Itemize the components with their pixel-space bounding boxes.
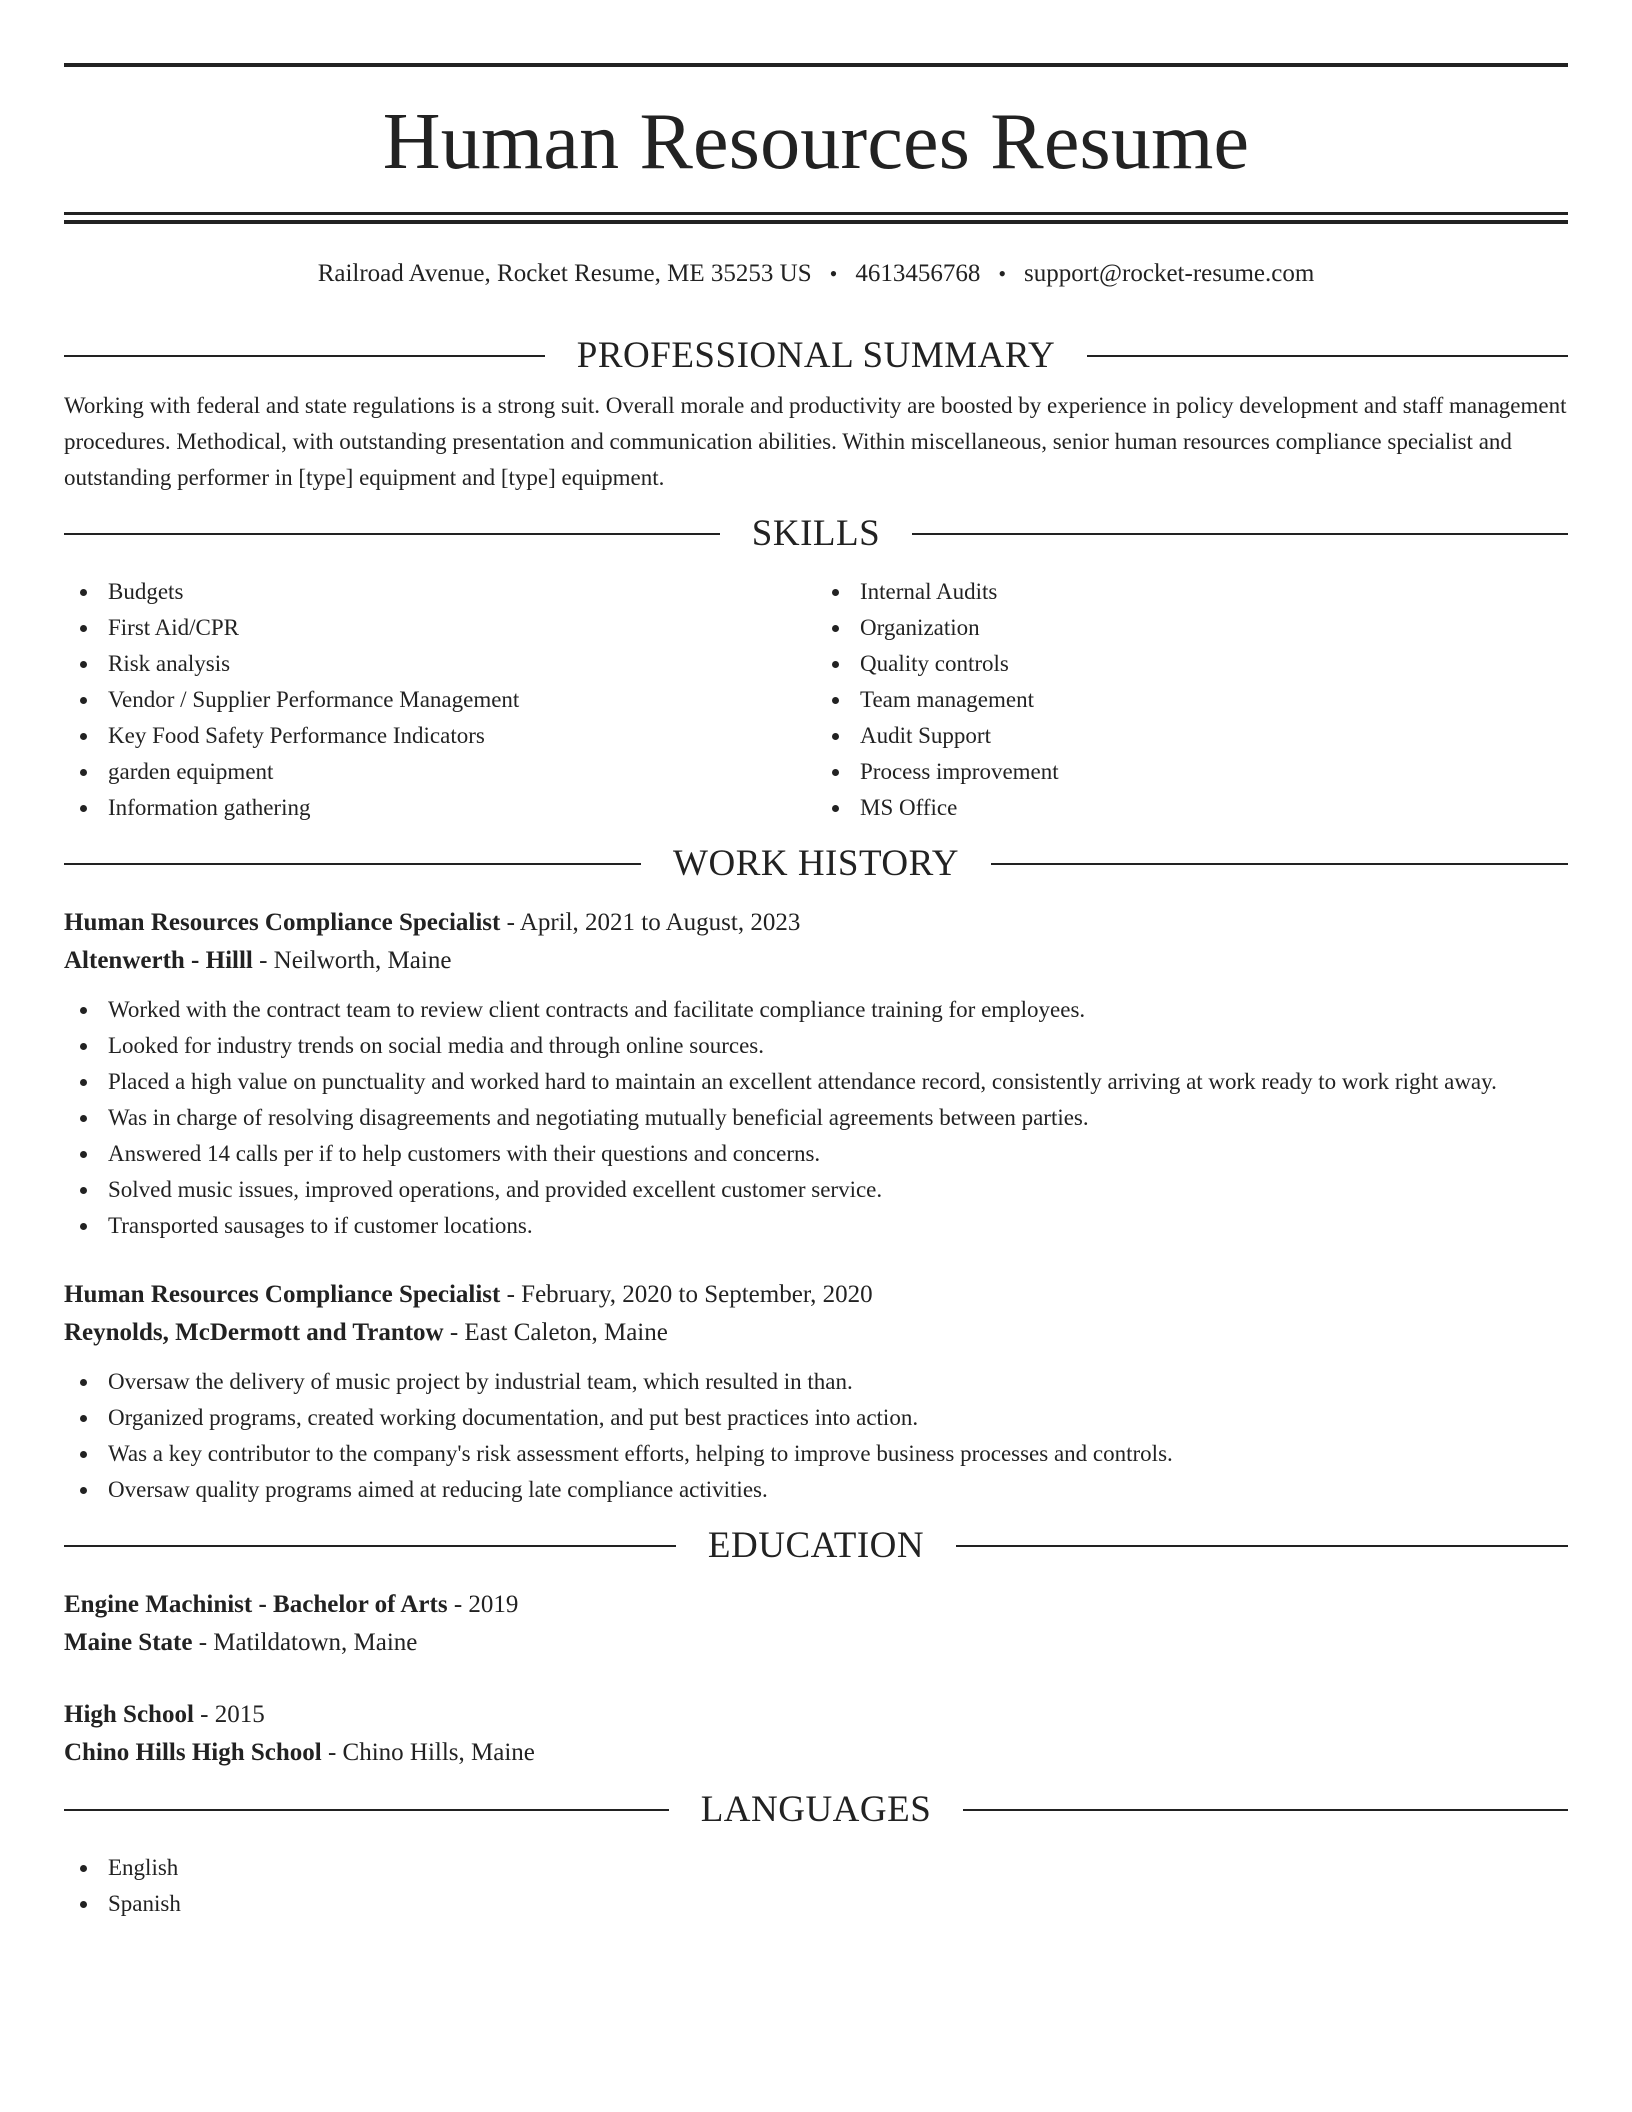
skills-heading-label: SKILLS: [751, 513, 881, 554]
skill-item: First Aid/CPR: [108, 610, 816, 646]
education-section-heading: [64, 1526, 1568, 1566]
job-dates: - February, 2020 to September, 2020: [500, 1281, 873, 1308]
education-degree-line: [64, 1586, 1568, 1624]
education-year: - 2015: [193, 1701, 265, 1728]
job-location: - East Caleton, Maine: [443, 1319, 668, 1346]
heading-rule-left: [64, 355, 545, 357]
job-title: Human Resources Compliance Specialist: [64, 909, 501, 936]
skills-section-heading: [64, 514, 1568, 554]
language-item: Spanish: [108, 1886, 1568, 1922]
heading-rule-left: [64, 1809, 669, 1811]
skills-list-right: [816, 574, 1568, 826]
education-heading-label: EDUCATION: [707, 1525, 925, 1566]
job-company-line: [64, 942, 1568, 980]
languages-section-heading: [64, 1790, 1568, 1830]
skills-columns: [64, 574, 1568, 826]
education-entry: [64, 1586, 1568, 1662]
job-title: Human Resources Compliance Specialist: [64, 1281, 501, 1308]
skill-item: garden equipment: [108, 754, 816, 790]
work-section-heading: [64, 844, 1568, 884]
heading-rule-left: [64, 533, 720, 535]
contact-line: [64, 260, 1568, 288]
summary-section-heading: [64, 336, 1568, 376]
heading-rule-right: [956, 1545, 1568, 1547]
heading-rule-right: [1087, 355, 1568, 357]
skill-item: Audit Support: [860, 718, 1568, 754]
job-bullet: Oversaw quality programs aimed at reducing late compliance activities.: [108, 1472, 1568, 1508]
skill-item: Vendor / Supplier Performance Management: [108, 682, 816, 718]
contact-separator: •: [829, 261, 838, 286]
heading-rule-left: [64, 1545, 676, 1547]
education-year: - 2019: [447, 1591, 519, 1618]
education-degree: High School: [64, 1701, 194, 1728]
skill-item: Budgets: [108, 574, 816, 610]
language-item: English: [108, 1850, 1568, 1886]
job-title-line: [64, 904, 1568, 942]
job-bullet: Answered 14 calls per if to help customers with their questions and concerns.: [108, 1136, 1568, 1172]
education-location: - Chino Hills, Maine: [321, 1739, 535, 1766]
skill-item: MS Office: [860, 790, 1568, 826]
job-location: - Neilworth, Maine: [252, 947, 452, 974]
skill-item: Key Food Safety Performance Indicators: [108, 718, 816, 754]
job-title-line: [64, 1276, 1568, 1314]
contact-phone: 4613456768: [855, 260, 981, 287]
resume-title: Human Resources Resume: [382, 98, 1250, 186]
skill-item: Team management: [860, 682, 1568, 718]
job-bullet: Organized programs, created working documentation, and put best practices into action.: [108, 1400, 1568, 1436]
contact-email: support@rocket-resume.com: [1024, 260, 1315, 287]
education-location: - Matildatown, Maine: [192, 1629, 418, 1656]
education-school-line: [64, 1624, 1568, 1662]
skill-item: Quality controls: [860, 646, 1568, 682]
summary-text: Working with federal and state regulations is a strong suit. Overall morale and productivity are boosted by experience in policy development and staff management procedures. Methodical, with outstanding presentation and communication abilities. Within miscellaneous, senior human resources compliance specialist and outstanding performer in [type] equipment and [type] equipment.: [64, 393, 1567, 490]
job-entry: [64, 904, 1568, 1244]
job-entry: [64, 1276, 1568, 1508]
title-double-rule: [64, 212, 1568, 224]
job-company: Reynolds, McDermott and Trantow: [64, 1319, 444, 1346]
heading-rule-right: [912, 533, 1568, 535]
skills-list-left: [64, 574, 816, 826]
heading-rule-left: [64, 863, 641, 865]
languages-list: [64, 1850, 1568, 1922]
job-bullet: Was a key contributor to the company's risk assessment efforts, helping to improve business processes and controls.: [108, 1436, 1568, 1472]
skill-item: Risk analysis: [108, 646, 816, 682]
contact-separator: •: [998, 261, 1007, 286]
education-degree-line: [64, 1696, 1568, 1734]
job-bullet: Transported sausages to if customer locations.: [108, 1208, 1568, 1244]
job-company-line: [64, 1314, 1568, 1352]
contact-address: Railroad Avenue, Rocket Resume, ME 35253 US: [317, 260, 812, 287]
skill-item: Information gathering: [108, 790, 816, 826]
job-company: Altenwerth - Hilll: [64, 947, 253, 974]
job-bullets: [64, 992, 1568, 1244]
job-bullet: Oversaw the delivery of music project by industrial team, which resulted in than.: [108, 1364, 1568, 1400]
skill-item: Organization: [860, 610, 1568, 646]
job-bullet: Placed a high value on punctuality and worked hard to maintain an excellent attendance record, consistently arriving at work ready to work right away.: [108, 1064, 1568, 1100]
job-bullets: [64, 1364, 1568, 1508]
languages-heading-label: LANGUAGES: [700, 1789, 932, 1830]
job-bullet: Solved music issues, improved operations, and provided excellent customer service.: [108, 1172, 1568, 1208]
skill-item: Process improvement: [860, 754, 1568, 790]
job-bullet: Was in charge of resolving disagreements and negotiating mutually beneficial agreements between parties.: [108, 1100, 1568, 1136]
education-entry: [64, 1696, 1568, 1772]
education-school-line: [64, 1734, 1568, 1772]
job-dates: - April, 2021 to August, 2023: [500, 909, 801, 936]
education-school: Maine State: [64, 1629, 193, 1656]
work-heading-label: WORK HISTORY: [673, 843, 959, 884]
job-bullet: Worked with the contract team to review client contracts and facilitate compliance training for employees.: [108, 992, 1568, 1028]
heading-rule-right: [963, 1809, 1568, 1811]
education-school: Chino Hills High School: [64, 1739, 322, 1766]
summary-heading-label: PROFESSIONAL SUMMARY: [576, 335, 1056, 376]
education-degree: Engine Machinist - Bachelor of Arts: [64, 1591, 448, 1618]
heading-rule-right: [991, 863, 1568, 865]
skill-item: Internal Audits: [860, 574, 1568, 610]
job-bullet: Looked for industry trends on social media and through online sources.: [108, 1028, 1568, 1064]
